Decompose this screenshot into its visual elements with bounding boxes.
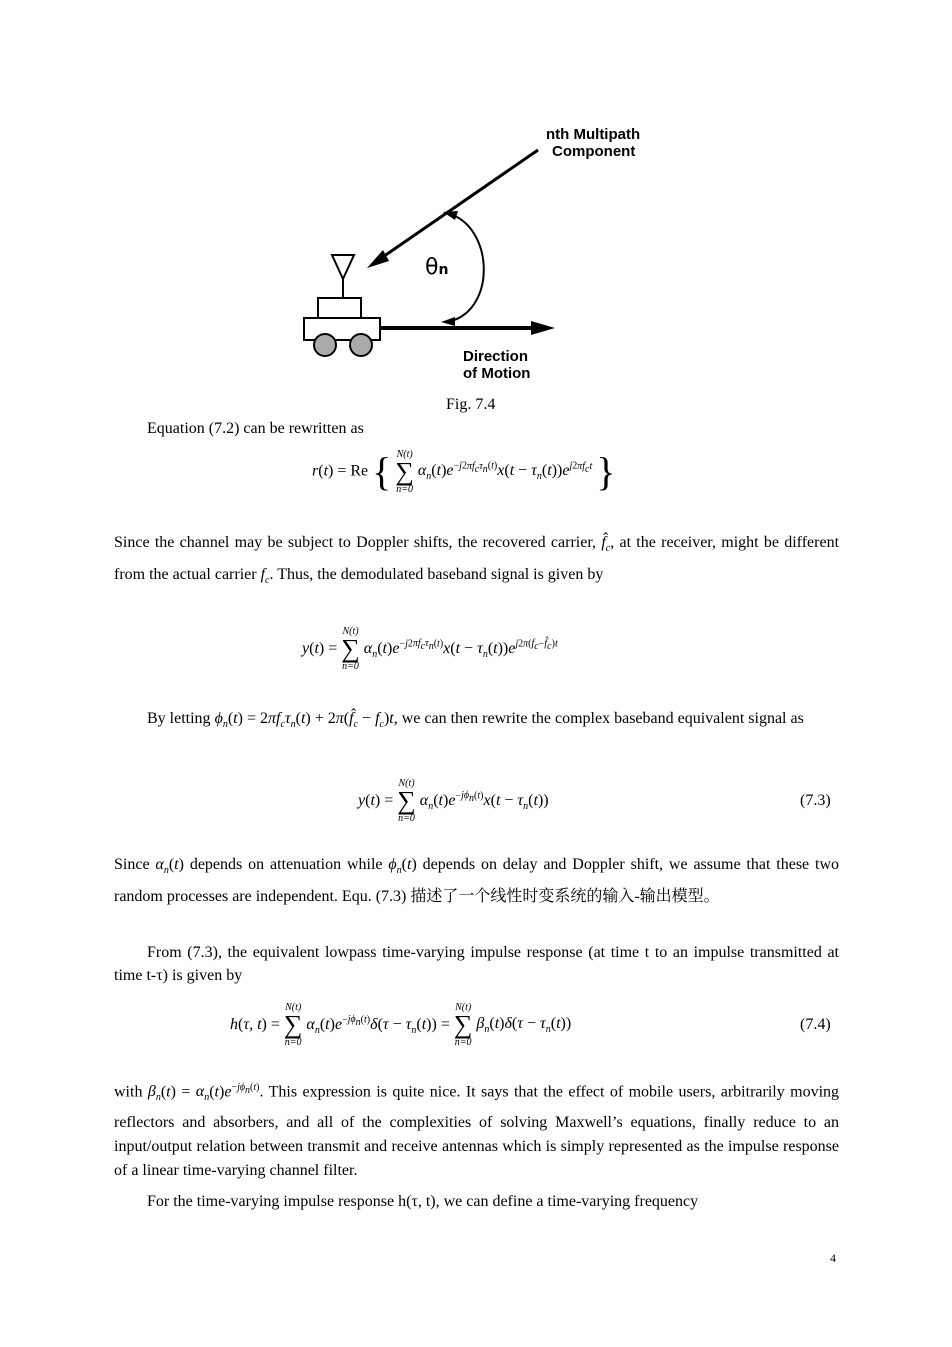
angle-arc — [447, 215, 484, 322]
multipath-arrowhead — [367, 250, 389, 268]
vehicle-cab — [318, 298, 361, 318]
antenna-icon — [332, 255, 354, 279]
figure-caption: Fig. 7.4 — [446, 396, 496, 413]
paragraph-4: Since $\alpha_n(t)$ depends on attenuation while $\phi_n(t)$ depends on delay and Doppler shift, we assume that these two random processes are independent. Equ. (7.3) 描述了一个线性时变系统的输入-输出模型。 — [114, 856, 840, 906]
equation-y: y(t) = N(t) ∑ n=0 $\alpha_n(t)e^{-j2\pi f_c\tau_n(t)}x(t - \tau_n(t))e^{j2\pi(f_c-f̂_c)t}$ — [302, 626, 558, 672]
label-theta: θn — [425, 255, 449, 280]
multipath-ray — [377, 150, 538, 261]
equation-7-4: h(τ, t) = N(t) ∑ n=0 $\alpha_n(t)e^{-j\phi_n(t)}\delta(\tau - \tau_n(t))$ = N(t) ∑ n=0 $\beta_n(t)\delta(\tau - \tau_n(t))$ — [230, 1002, 572, 1048]
vehicle-wheel-right — [350, 334, 372, 356]
equation-7-3-number: (7.3) — [800, 792, 831, 809]
equation-r: r(t) = Re { N(t) ∑ n=0 $\alpha_n(t)e^{-j2\pi f_c\tau_n(t)}x(t - \tau_n(t))e^{j2\pi f_ct}$ } — [312, 448, 616, 495]
paragraph-1: Equation (7.2) can be rewritten as — [147, 420, 364, 437]
paragraph-3: By letting $\phi_n(t) = 2\pi f_c\tau_n(t)$ + $2\pi(f̂_c - f_c)t$, we can then rewrite the complex baseband equivalent signal as — [147, 710, 804, 731]
paragraph-2: Since the channel may be subject to Doppler shifts, the recovered carrier, $f̂_c$, at the receiver, might be different from the actual carrier $f_c$. Thus, the demodulated baseband signal is given by — [114, 534, 840, 587]
equation-7-3: y(t) = N(t) ∑ n=0 $\alpha_n(t)e^{-j\phi_n(t)}x(t - \tau_n(t))$ — [358, 778, 549, 824]
motion-arrowhead — [531, 321, 555, 335]
paragraph-5: From (7.3), the equivalent lowpass time-varying impulse response (at time t to an impulse transmitted at time t-τ) is given by — [114, 944, 839, 984]
label-direction: Direction of Motion — [463, 348, 531, 382]
vehicle-wheel-left — [314, 334, 336, 356]
equation-7-4-number: (7.4) — [800, 1016, 831, 1033]
angle-arc-head-bottom — [441, 317, 455, 326]
paragraph-7: For the time-varying impulse response h(τ, t), we can define a time-varying frequency — [147, 1193, 699, 1210]
label-multipath: nth Multipath Component — [546, 126, 641, 160]
paragraph-6: with $\beta_n(t) = \alpha_n(t)e^{-j\phi_n(t)}$. This expression is quite nice. It says that the effect of mobile users, arbitrarily moving reflectors and absorbers, and all of the complexities of solving Maxwell’s equations, finally reduce to an input/output relation between transmit and receive antennas which is simply represented as the impulse response of a linear time-varying channel filter. — [114, 1082, 840, 1179]
page-number: 4 — [830, 1251, 836, 1265]
